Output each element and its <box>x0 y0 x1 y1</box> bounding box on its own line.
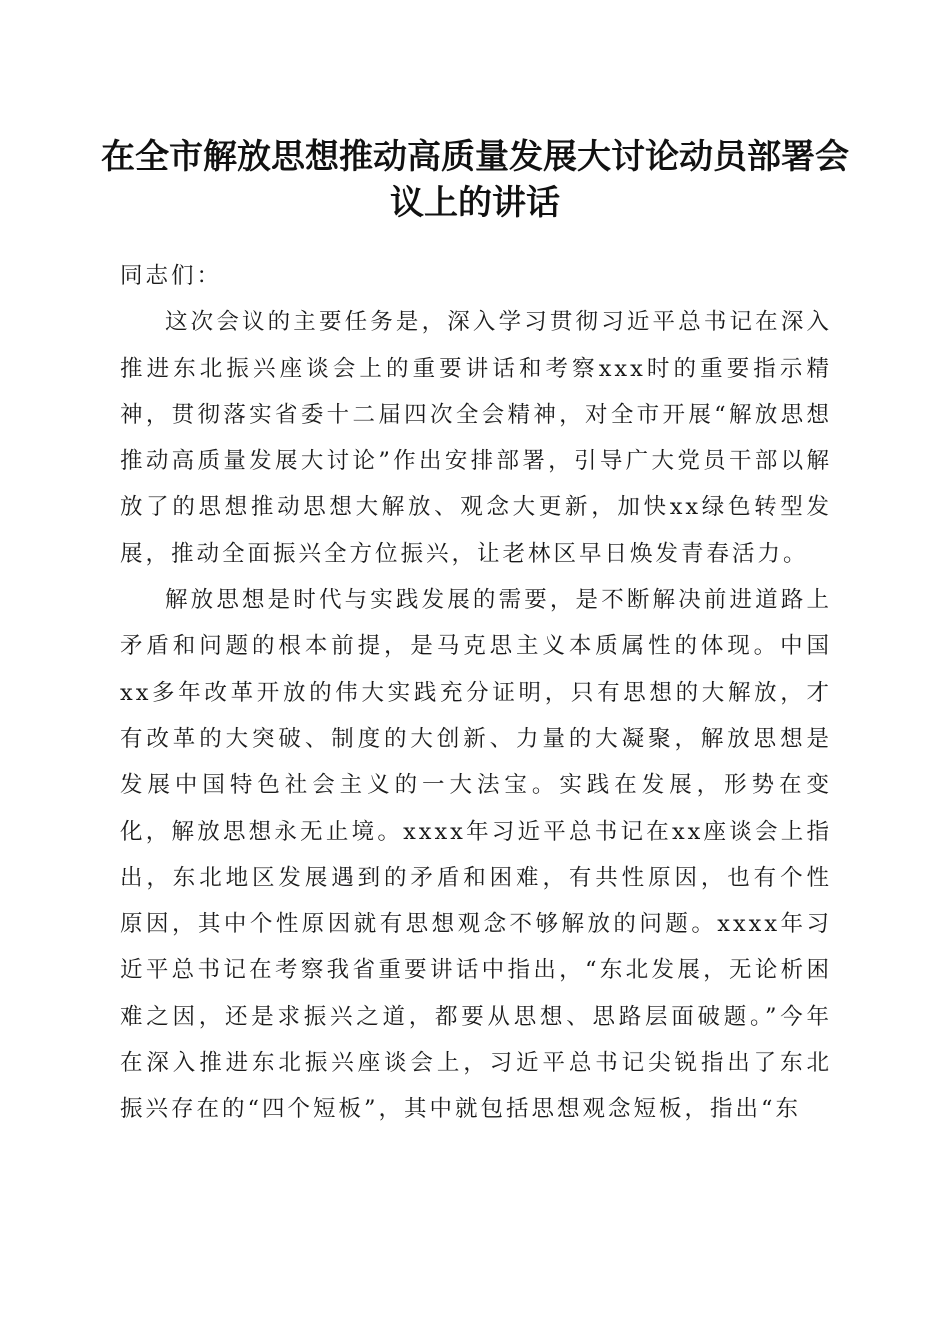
paragraph-1: 这次会议的主要任务是，深入学习贯彻习近平总书记在深入推进东北振兴座谈会上的重要讲话和考察xxx时的重要指示精神，贯彻落实省委十二届四次全会精神，对全市开展“解放思想推动高质量发展大讨论”作出安排部署，引导广大党员干部以解放了的思想推动思想大解放、观念大更新，加快xx绿色转型发展，推动全面振兴全方位振兴，让老林区早日焕发青春活力。 <box>120 309 832 567</box>
document-body <box>120 253 832 1133</box>
document-title: 在全市解放思想推动高质量发展大讨论动员部署会议上的讲话 <box>101 137 849 223</box>
salutation: 同志们： <box>120 263 223 289</box>
paragraph-2: 解放思想是时代与实践发展的需要，是不断解决前进道路上矛盾和问题的根本前提，是马克思主义本质属性的体现。中国xx多年改革开放的伟大实践充分证明，只有思想的大解放，才有改革的大突破、制度的大创新、力量的大凝聚，解放思想是发展中国特色社会主义的一大法宝。实践在发展，形势在变化，解放思想永无止境。xxxx年习近平总书记在xx座谈会上指出，东北地区发展遇到的矛盾和困难，有共性原因，也有个性原因，其中个性原因就有思想观念不够解放的问题。xxxx年习近平总书记在考察我省重要讲话中指出，“东北发展，无论析困难之因，还是求振兴之道，都要从思想、思路层面破题。”今年在深入推进东北振兴座谈会上，习近平总书记尖锐指出了东北振兴存在的“四个短板”，其中就包括思想观念短板，指出“东 <box>120 587 832 1123</box>
